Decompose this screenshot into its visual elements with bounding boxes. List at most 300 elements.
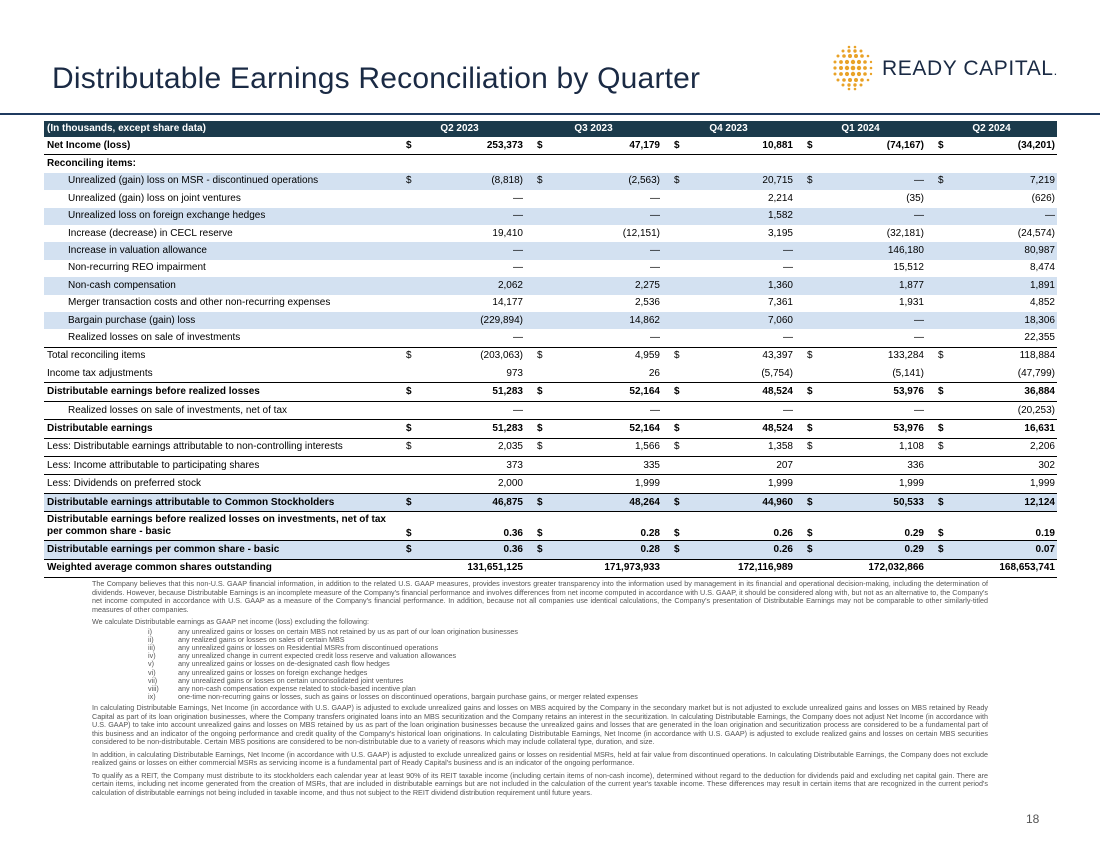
cell-value: 0.29: [827, 512, 926, 541]
currency-symbol: [926, 365, 954, 383]
row-label: Merger transaction costs and other non-recurring expenses: [68, 297, 331, 309]
cell-value: 26: [557, 365, 662, 383]
currency-symbol: $: [525, 173, 557, 190]
table-row: [44, 457, 1057, 475]
currency-symbol: $: [525, 493, 557, 511]
row-label: Distributable earnings attributable to Common Stockholders: [44, 493, 394, 511]
row-label: Unrealized loss on foreign exchange hedges: [44, 208, 394, 225]
row-label: Unrealized (gain) loss on joint ventures: [68, 192, 241, 204]
currency-symbol: [525, 190, 557, 207]
cell-value: (20,253): [954, 401, 1057, 419]
table-row: [44, 541, 1057, 559]
list-item: v) any unrealized gains or losses on de-designated cash flow hedges: [148, 659, 390, 669]
currency-symbol: [926, 242, 954, 259]
currency-symbol: $: [926, 438, 954, 456]
cell-value: —: [694, 401, 795, 419]
cell-value: 335: [557, 457, 662, 475]
cell-value: 171,973,933: [557, 559, 662, 577]
cell-value: —: [650, 331, 660, 343]
cell-value: 131,651,125: [422, 559, 525, 577]
currency-symbol: $: [795, 493, 827, 511]
currency-symbol: [662, 365, 694, 383]
row-label: Bargain purchase (gain) loss: [44, 312, 394, 329]
currency-symbol: [394, 260, 422, 277]
cell-value: (34,201): [954, 137, 1057, 155]
cell-value: 7,060: [694, 312, 795, 329]
cell-value: 1,999: [557, 475, 662, 493]
currency-symbol: [525, 260, 557, 277]
row-label: Less: Dividends on preferred stock: [44, 475, 394, 493]
currency-symbol: $: [662, 493, 694, 511]
cell-value: —: [513, 331, 523, 343]
cell-value: 1,999: [694, 475, 795, 493]
currency-symbol: [926, 475, 954, 493]
cell-value: 14,177: [492, 297, 523, 309]
currency-symbol: $: [926, 493, 954, 511]
table-row: [44, 493, 1057, 511]
currency-symbol: [926, 155, 954, 173]
unit-label: (In thousands, except share data): [44, 121, 394, 137]
cell-value: 1,360: [694, 277, 795, 294]
cell-value: —: [827, 312, 926, 329]
cell-value: (47,799): [954, 365, 1057, 383]
currency-symbol: $: [926, 420, 954, 438]
cell-value: 52,164: [557, 420, 662, 438]
table-row: [44, 438, 1057, 456]
cell-value: 51,283: [422, 420, 525, 438]
currency-symbol: $: [795, 173, 827, 190]
currency-symbol: [795, 190, 827, 207]
cell-value: 0.36: [422, 512, 525, 541]
cell-value: 172,116,989: [694, 559, 795, 577]
cell-value: —: [914, 331, 924, 343]
cell-value: —: [783, 262, 793, 274]
currency-symbol: [525, 401, 557, 419]
cell-value: 1,877: [827, 277, 926, 294]
cell-value: 20,715: [694, 173, 795, 190]
quarter-header: Q4 2023: [662, 121, 795, 137]
currency-symbol: [394, 295, 422, 312]
row-label: Realized losses on sale of investments: [68, 331, 241, 343]
reconciliation-table: [44, 121, 1057, 578]
currency-symbol: $: [525, 383, 557, 401]
cell-value: 4,959: [557, 347, 662, 365]
cell-value: 336: [827, 457, 926, 475]
currency-symbol: [525, 225, 557, 242]
cell-value: 1,582: [694, 208, 795, 225]
cell-value: (203,063): [422, 347, 525, 365]
currency-symbol: $: [926, 541, 954, 559]
currency-symbol: [394, 277, 422, 294]
currency-symbol: [394, 312, 422, 329]
cell-value: 7,219: [954, 173, 1057, 190]
quarter-header: Q2 2024: [926, 121, 1057, 137]
row-label: Distributable earnings per common share - basic: [44, 541, 394, 559]
currency-symbol: [525, 242, 557, 259]
cell-value: 53,976: [827, 383, 926, 401]
cell-value: 1,999: [827, 475, 926, 493]
row-label: Unrealized (gain) loss on MSR - discontinued operations: [44, 173, 394, 190]
currency-symbol: [662, 225, 694, 242]
row-label: Distributable earnings: [44, 420, 394, 438]
currency-symbol: [394, 401, 422, 419]
footnote-paragraph: The Company believes that this non-U.S. GAAP financial information, in addition to the related U.S. GAAP measures, provides investors greater transparency into the information used by management in its financial and operational decision-making, including the determination of dividends. However, because Distributable Earnings is an incomplete measure of the Company's financial performance and involves differences from net income computed in accordance with U.S. GAAP, it should be considered along with, but not as an alternative to, the Company's net income computed in accordance with U.S. GAAP as a measure of the Company's financial performance. In addition, because not all companies use identical calculations, the Company's presentation of Distributable Earnings may not be comparable to other similarly-titled measures of other companies.: [92, 579, 988, 614]
cell-value: 47,179: [557, 137, 662, 155]
cell-value: 973: [422, 365, 525, 383]
currency-symbol: $: [795, 420, 827, 438]
table-row: [44, 383, 1057, 401]
table-row: [44, 242, 1057, 259]
currency-symbol: [525, 329, 557, 347]
currency-symbol: $: [926, 137, 954, 155]
row-label: Distributable earnings before realized losses on investments, net of tax per common share - basic: [44, 512, 394, 541]
page-title: Distributable Earnings Reconciliation by Quarter: [52, 62, 701, 95]
currency-symbol: [662, 190, 694, 207]
table-row: [44, 225, 1057, 242]
cell-value: —: [557, 401, 662, 419]
exclusion-list: [92, 628, 988, 702]
cell-value: 80,987: [954, 242, 1057, 259]
row-label: Less: Distributable earnings attributable to non-controlling interests: [44, 438, 394, 456]
row-label: Non-recurring REO impairment: [68, 262, 206, 274]
currency-symbol: [926, 208, 954, 225]
list-item: viii) any non-cash compensation expense related to stock-based incentive plan: [148, 683, 416, 693]
cell-value: 19,410: [492, 227, 523, 239]
list-item: vi) any unrealized gains or losses on foreign exchange hedges: [148, 667, 368, 677]
currency-symbol: [394, 225, 422, 242]
cell-value: 1,891: [954, 277, 1057, 294]
currency-symbol: [525, 155, 557, 173]
currency-symbol: $: [525, 438, 557, 456]
currency-symbol: [525, 312, 557, 329]
cell-value: —: [422, 242, 525, 259]
table-row: [44, 312, 1057, 329]
cell-value: 8,474: [1029, 262, 1055, 274]
currency-symbol: $: [662, 512, 694, 541]
currency-symbol: $: [394, 347, 422, 365]
currency-symbol: [795, 559, 827, 577]
cell-value: 0.26: [694, 512, 795, 541]
list-item: ix) one-time non-recurring gains or losses, such as gains or losses on discontinued operations, bargain purchase gains, or merger related expenses: [148, 692, 638, 702]
cell-value: 7,361: [767, 297, 793, 309]
currency-symbol: [394, 365, 422, 383]
cell-value: [422, 155, 525, 173]
cell-value: 10,881: [694, 137, 795, 155]
currency-symbol: $: [394, 420, 422, 438]
cell-value: 36,884: [954, 383, 1057, 401]
cell-value: 146,180: [827, 242, 926, 259]
cell-value: (626): [1031, 192, 1055, 204]
currency-symbol: [394, 155, 422, 173]
currency-symbol: [394, 559, 422, 577]
cell-value: —: [422, 208, 525, 225]
cell-value: 253,373: [422, 137, 525, 155]
currency-symbol: [795, 208, 827, 225]
currency-symbol: $: [394, 493, 422, 511]
quarter-header: Q1 2024: [795, 121, 926, 137]
table-row: [44, 137, 1057, 155]
quarter-header: Q2 2023: [394, 121, 525, 137]
currency-symbol: [926, 312, 954, 329]
currency-symbol: [662, 277, 694, 294]
logo-dots-icon: [828, 44, 878, 92]
cell-value: (74,167): [827, 137, 926, 155]
currency-symbol: $: [795, 383, 827, 401]
table-row: [44, 295, 1057, 312]
cell-value: 51,283: [422, 383, 525, 401]
currency-symbol: $: [525, 420, 557, 438]
currency-symbol: [394, 475, 422, 493]
cell-value: 118,884: [954, 347, 1057, 365]
cell-value: —: [827, 208, 926, 225]
cell-value: —: [783, 331, 793, 343]
currency-symbol: $: [525, 512, 557, 541]
currency-symbol: [795, 260, 827, 277]
currency-symbol: $: [926, 512, 954, 541]
cell-value: —: [513, 262, 523, 274]
currency-symbol: $: [394, 383, 422, 401]
currency-symbol: [926, 190, 954, 207]
currency-symbol: [662, 242, 694, 259]
currency-symbol: [662, 329, 694, 347]
cell-value: —: [557, 242, 662, 259]
cell-value: (5,141): [827, 365, 926, 383]
row-label: Non-cash compensation: [44, 277, 394, 294]
cell-value: 46,875: [422, 493, 525, 511]
cell-value: 207: [694, 457, 795, 475]
cell-value: 22,355: [1024, 331, 1055, 343]
cell-value: (35): [906, 192, 924, 204]
table-row: [44, 559, 1057, 577]
currency-symbol: $: [525, 541, 557, 559]
table-row: [44, 208, 1057, 225]
cell-value: 2,035: [422, 438, 525, 456]
currency-symbol: [525, 208, 557, 225]
row-label: Distributable earnings before realized losses: [44, 383, 394, 401]
cell-value: 12,124: [954, 493, 1057, 511]
table-row: [44, 277, 1057, 294]
currency-symbol: [662, 559, 694, 577]
currency-symbol: [394, 190, 422, 207]
currency-symbol: [795, 401, 827, 419]
cell-value: 1,108: [827, 438, 926, 456]
cell-value: —: [650, 192, 660, 204]
currency-symbol: [795, 457, 827, 475]
table-row: [44, 173, 1057, 190]
cell-value: 16,631: [954, 420, 1057, 438]
quarter-header: Q3 2023: [525, 121, 662, 137]
currency-symbol: $: [795, 512, 827, 541]
page-number: 18: [1026, 812, 1040, 826]
cell-value: 18,306: [954, 312, 1057, 329]
currency-symbol: [926, 329, 954, 347]
list-item: i) any unrealized gains or losses on certain MBS not retained by us as part of our loan origination businesses: [148, 626, 519, 636]
company-logo: [828, 44, 1068, 92]
cell-value: —: [513, 192, 523, 204]
currency-symbol: $: [394, 438, 422, 456]
cell-value: 168,653,741: [954, 559, 1057, 577]
cell-value: 0.29: [827, 541, 926, 559]
cell-value: [694, 155, 795, 173]
cell-value: 172,032,866: [827, 559, 926, 577]
row-label: Weighted average common shares outstanding: [44, 559, 394, 577]
cell-value: (8,818): [422, 173, 525, 190]
currency-symbol: [662, 295, 694, 312]
cell-value: 0.26: [694, 541, 795, 559]
currency-symbol: [926, 295, 954, 312]
currency-symbol: $: [662, 173, 694, 190]
currency-symbol: $: [394, 173, 422, 190]
currency-symbol: [795, 295, 827, 312]
cell-value: —: [827, 173, 926, 190]
cell-value: 48,524: [694, 383, 795, 401]
list-item: iv) any unrealized change in current expected credit loss reserve and valuation allowances: [148, 651, 457, 661]
currency-symbol: [926, 559, 954, 577]
table-row: [44, 475, 1057, 493]
cell-value: 2,536: [634, 297, 660, 309]
currency-symbol: $: [525, 347, 557, 365]
cell-value: 1,566: [557, 438, 662, 456]
currency-symbol: [525, 365, 557, 383]
row-label: Increase (decrease) in CECL reserve: [68, 227, 233, 239]
cell-value: 0.19: [954, 512, 1057, 541]
currency-symbol: $: [926, 383, 954, 401]
cell-value: (229,894): [422, 312, 525, 329]
currency-symbol: $: [394, 541, 422, 559]
cell-value: 0.28: [557, 512, 662, 541]
currency-symbol: $: [662, 137, 694, 155]
row-label: Less: Income attributable to participating shares: [44, 457, 394, 475]
row-label: Net Income (loss): [44, 137, 394, 155]
table-row: [44, 401, 1057, 419]
cell-value: 53,976: [827, 420, 926, 438]
table-row: [44, 155, 1057, 173]
currency-symbol: [926, 260, 954, 277]
currency-symbol: [394, 208, 422, 225]
logo-text: READY CAPITAL.: [882, 57, 1058, 80]
cell-value: —: [694, 242, 795, 259]
cell-value: [827, 155, 926, 173]
currency-symbol: [525, 559, 557, 577]
cell-value: 50,533: [827, 493, 926, 511]
cell-value: 2,000: [422, 475, 525, 493]
currency-symbol: [525, 457, 557, 475]
cell-value: —: [650, 262, 660, 274]
currency-symbol: $: [394, 512, 422, 541]
table-header-row: [44, 121, 1057, 137]
currency-symbol: [795, 329, 827, 347]
cell-value: (12,151): [622, 227, 660, 239]
currency-symbol: [525, 295, 557, 312]
currency-symbol: [662, 312, 694, 329]
footnotes: [92, 580, 988, 801]
currency-symbol: [795, 242, 827, 259]
table-row: [44, 420, 1057, 438]
cell-value: 2,206: [954, 438, 1057, 456]
table-row: [44, 365, 1057, 383]
row-label: Increase in valuation allowance: [44, 242, 394, 259]
currency-symbol: $: [795, 347, 827, 365]
currency-symbol: [795, 277, 827, 294]
cell-value: 2,062: [422, 277, 525, 294]
footnote-paragraph: In calculating Distributable Earnings, Net Income (in accordance with U.S. GAAP) is adjusted to exclude unrealized gains and losses on MBS acquired by the Company in the secondary market but is not adjusted to exclude unrealized gains and losses on MBS retained by Ready Capital as part of its loan origination businesses, where the Company transfers originated loans into an MBS securitization and the Company retains an interest in the securitization. In calculating Distributable Earnings, the Company does not adjust Net Income (in accordance with U.S. GAAP) to take into account unrealized gains and losses on MBS retained by us as part of the loan origination businesses because the unrealized gains and losses that are generated in the loan origination and securitization process are considered to be a fundamental part of this business and an indicator of the ongoing performance and credit quality of the Company's historical loan originations. In calculating Distributable Earnings, Net Income (in accordance with U.S. GAAP) is adjusted to exclude realized gains and losses on certain MBS securities considered to be non-distributable. Certain MBS positions are considered to be non-distributable due to a variety of reasons which may include collateral type, duration, and size.: [92, 703, 988, 747]
cell-value: 52,164: [557, 383, 662, 401]
cell-value: 43,397: [694, 347, 795, 365]
currency-symbol: [662, 260, 694, 277]
cell-value: (24,574): [1017, 227, 1055, 239]
cell-value: 2,214: [767, 192, 793, 204]
currency-symbol: [795, 475, 827, 493]
currency-symbol: $: [795, 541, 827, 559]
title-rule: [0, 113, 1100, 115]
cell-value: (5,754): [694, 365, 795, 383]
cell-value: (32,181): [886, 227, 924, 239]
table-row: [44, 347, 1057, 365]
cell-value: [557, 155, 662, 173]
cell-value: 0.36: [422, 541, 525, 559]
row-label: Reconciling items:: [47, 158, 136, 170]
cell-value: 373: [422, 457, 525, 475]
currency-symbol: [795, 365, 827, 383]
footnote-list-intro: We calculate Distributable earnings as GAAP net income (loss) excluding the following:: [92, 617, 369, 626]
currency-symbol: $: [394, 137, 422, 155]
cell-value: 2,275: [557, 277, 662, 294]
currency-symbol: [926, 225, 954, 242]
cell-value: 48,524: [694, 420, 795, 438]
row-label: Total reconciling items: [44, 347, 394, 365]
currency-symbol: [926, 401, 954, 419]
currency-symbol: $: [662, 438, 694, 456]
list-item: vii) any unrealized gains or losses on certain unconsolidated joint ventures: [148, 675, 404, 685]
currency-symbol: [662, 155, 694, 173]
cell-value: 44,960: [694, 493, 795, 511]
footnote-paragraph: In addition, in calculating Distributable Earnings, Net Income (in accordance with U.S. GAAP) is adjusted to exclude unrealized gains or losses on residential MSRs, held at fair value from discontinued operations. In calculating Distributable Earnings, the Company does not exclude realized gains or losses on either commercial MSRs as servicing income is a fundamental part of Ready Capital's business and is an indicator of the ongoing performance.: [92, 749, 988, 768]
currency-symbol: [394, 242, 422, 259]
currency-symbol: [795, 312, 827, 329]
currency-symbol: [525, 277, 557, 294]
currency-symbol: [795, 155, 827, 173]
cell-value: 1,999: [954, 475, 1057, 493]
currency-symbol: [662, 457, 694, 475]
cell-value: [954, 155, 1057, 173]
row-label: Realized losses on sale of investments, net of tax: [44, 401, 394, 419]
currency-symbol: [525, 475, 557, 493]
currency-symbol: $: [662, 347, 694, 365]
cell-value: —: [557, 208, 662, 225]
cell-value: 3,195: [767, 227, 793, 239]
cell-value: 14,862: [557, 312, 662, 329]
currency-symbol: $: [926, 173, 954, 190]
currency-symbol: [662, 401, 694, 419]
cell-value: 302: [954, 457, 1057, 475]
list-item: ii) any realized gains or losses on sales of certain MBS: [148, 634, 345, 644]
currency-symbol: $: [662, 541, 694, 559]
cell-value: —: [422, 401, 525, 419]
cell-value: 4,852: [1029, 297, 1055, 309]
currency-symbol: [394, 457, 422, 475]
list-item: iii) any unrealized gains or losses on Residential MSRs from discontinued operations: [148, 642, 439, 652]
currency-symbol: $: [926, 347, 954, 365]
currency-symbol: $: [795, 438, 827, 456]
currency-symbol: $: [525, 137, 557, 155]
cell-value: 1,358: [694, 438, 795, 456]
cell-value: 0.07: [954, 541, 1057, 559]
currency-symbol: [926, 457, 954, 475]
currency-symbol: [662, 475, 694, 493]
currency-symbol: [926, 277, 954, 294]
currency-symbol: [662, 208, 694, 225]
cell-value: 48,264: [557, 493, 662, 511]
